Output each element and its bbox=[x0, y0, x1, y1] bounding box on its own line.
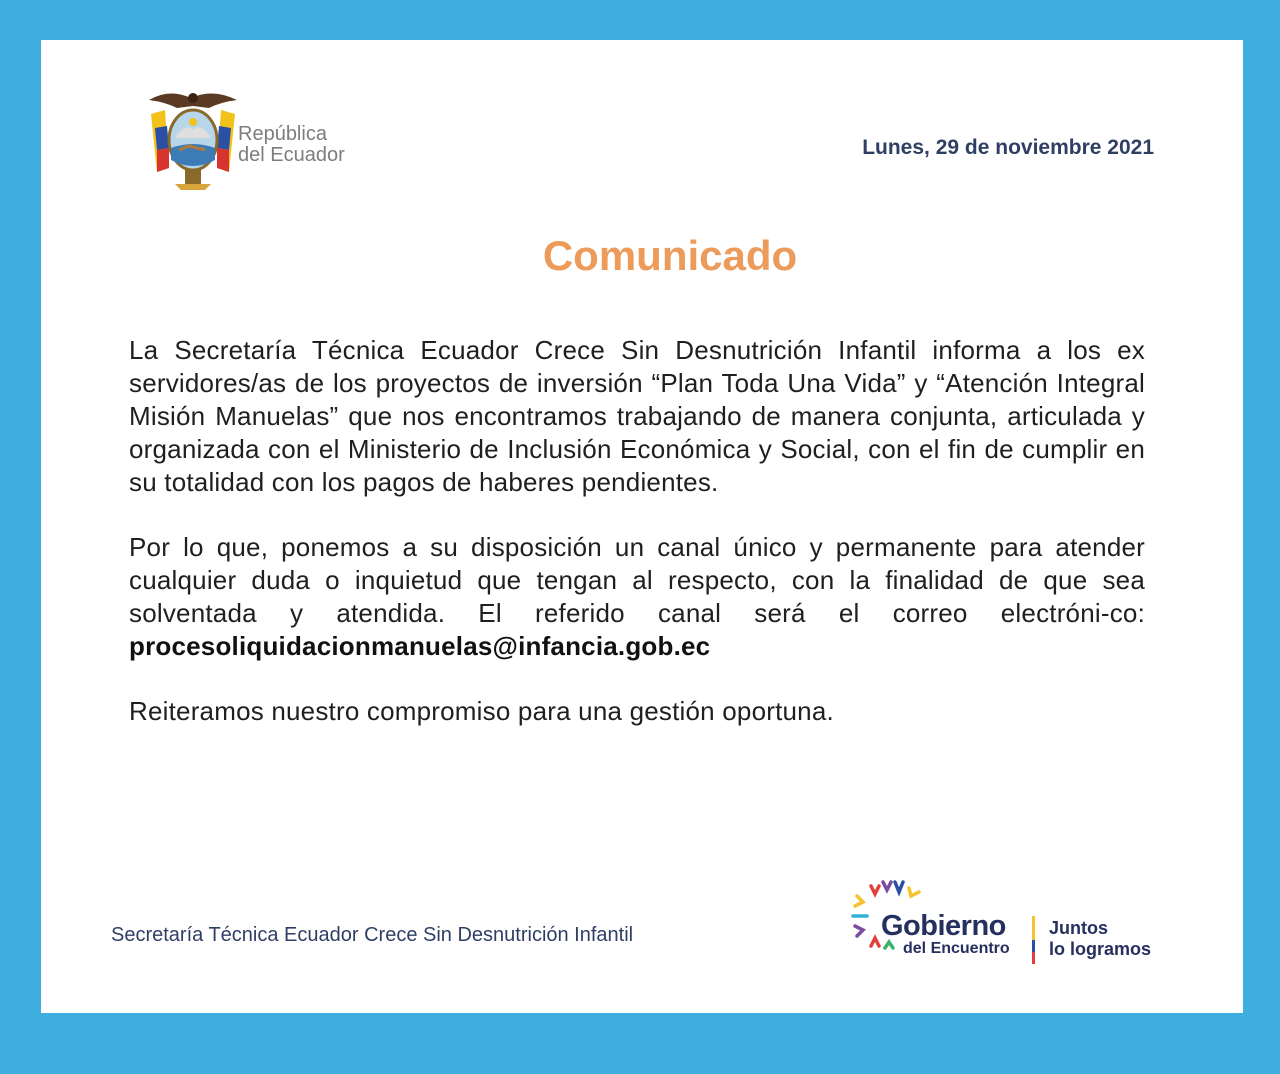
slogan-line-2: lo logramos bbox=[1049, 939, 1152, 959]
slogan bbox=[1049, 918, 1151, 960]
contact-email: procesoliquidacionmanuelas@infancia.gob.ec bbox=[129, 631, 711, 661]
document-title: Comunicado bbox=[542, 232, 798, 279]
logo-divider bbox=[1032, 916, 1035, 964]
del-encuentro-text: del Encuentro bbox=[903, 940, 1010, 957]
ecuador-coat-of-arms-icon bbox=[145, 88, 241, 192]
paragraph-3: Reiteramos nuestro compromiso para una gestión oportuna. bbox=[129, 696, 834, 726]
gobierno-logo bbox=[849, 876, 1169, 972]
document-body bbox=[129, 334, 1145, 760]
republica-ecuador-label bbox=[238, 124, 345, 166]
gobierno-text: Gobierno bbox=[881, 910, 1006, 942]
paragraph-2 bbox=[129, 531, 1145, 663]
republica-label: República bbox=[238, 123, 327, 145]
footer-organization: Secretaría Técnica Ecuador Crece Sin Desnutrición Infantil bbox=[111, 924, 634, 946]
document-card bbox=[41, 40, 1243, 1013]
slogan-line-1: Juntos bbox=[1049, 918, 1109, 938]
document-date: Lunes, 29 de noviembre 2021 bbox=[862, 136, 1154, 159]
paragraph-1: La Secretaría Técnica Ecuador Crece Sin Desnutrición Infantil informa a los ex servidores/as de los proyectos de inversión “Plan Toda Una Vida” y “Atención Integral Misión Manuelas” que nos encontramos trabajando de manera conjunta, articulada y organizada con el Ministerio de Inclusión Económica y Social, con el fin de cumplir en su totalidad con los pagos de haberes pendientes. bbox=[129, 335, 1145, 497]
paragraph-2-text: Por lo que, ponemos a su disposición un canal único y permanente para atender cualquier duda o inquietud que tengan al respecto, con la finalidad de que sea solventada y atendida. El referido canal será el correo electróni-co: bbox=[129, 532, 1145, 628]
del-ecuador-label: del Ecuador bbox=[238, 144, 345, 166]
